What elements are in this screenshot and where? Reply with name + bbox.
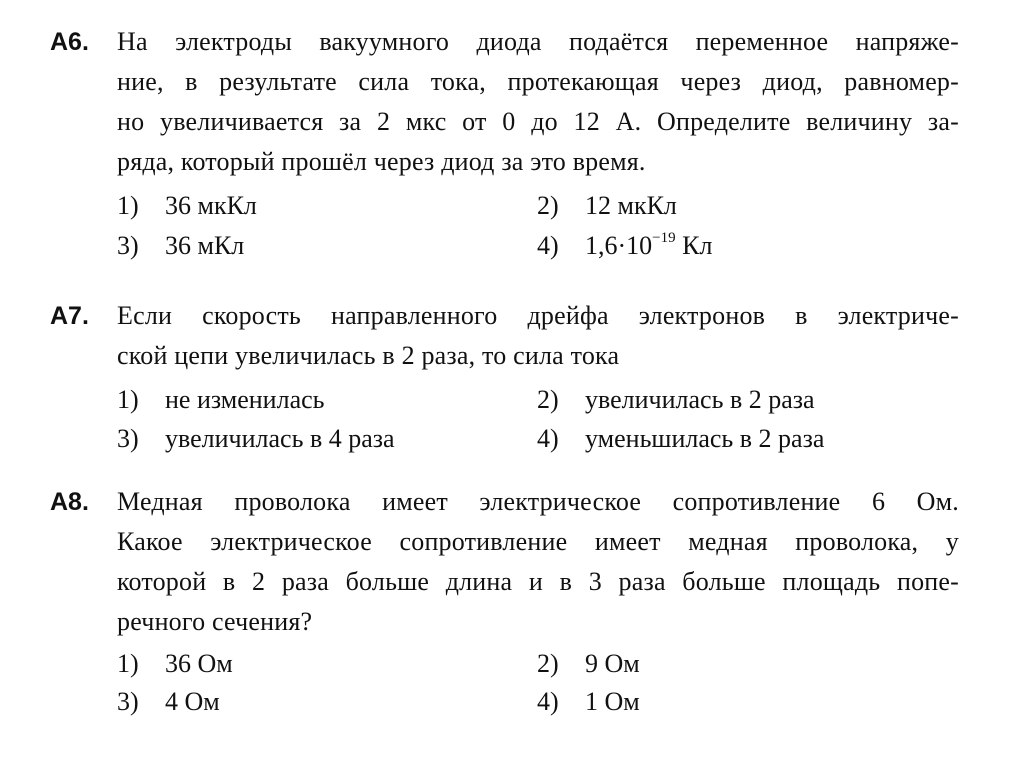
answer-option [537, 421, 824, 457]
question-number: А8. [50, 488, 89, 516]
answer-option [537, 188, 677, 224]
question-number: А7. [50, 302, 89, 330]
answer-option [537, 646, 640, 682]
answer-option [117, 228, 244, 264]
answer-option [537, 684, 640, 720]
question-number: А6. [50, 28, 89, 56]
option-text: 1 Ом [585, 687, 640, 716]
question-text [117, 22, 959, 182]
option-number: 1) [117, 649, 139, 678]
answer-option [117, 188, 257, 224]
option-number: 1) [117, 385, 139, 414]
option-text-exponent: −19 [652, 230, 676, 246]
option-number: 4) [537, 687, 559, 716]
answer-option [537, 382, 815, 418]
option-number: 4) [537, 231, 559, 260]
question-line: Медная проволока имеет электрическое сопротивление 6 Ом. [117, 487, 959, 516]
question-line: ской цепи увеличилась в 2 раза, то сила тока [117, 341, 620, 370]
answer-option [537, 228, 712, 264]
option-text-unit: Кл [675, 231, 713, 260]
question-line: Если скорость направленного дрейфа электронов в электриче- [117, 301, 959, 330]
option-number: 4) [537, 424, 559, 453]
answer-option [117, 382, 325, 418]
question-text [117, 296, 959, 376]
option-text: 12 мкКл [585, 191, 677, 220]
option-number: 2) [537, 649, 559, 678]
option-text: 9 Ом [585, 649, 640, 678]
option-number: 3) [117, 231, 139, 260]
option-text: 36 мКл [165, 231, 245, 260]
answer-option [117, 421, 395, 457]
option-text: 36 Ом [165, 649, 233, 678]
option-text: не изменилась [165, 385, 325, 414]
question-line: Какое электрическое сопротивление имеет медная проволока, у [117, 527, 959, 556]
option-text-base: 1,6·10 [585, 231, 653, 260]
option-text: 36 мкКл [165, 191, 257, 220]
question-line: но увеличивается за 2 мкс от 0 до 12 А. Определите величину за- [117, 107, 959, 136]
answer-option [117, 646, 233, 682]
question-line: которой в 2 раза больше длина и в 3 раза больше площадь попе- [117, 567, 959, 596]
question-line: речного сечения? [117, 607, 313, 636]
option-number: 2) [537, 191, 559, 220]
option-number: 3) [117, 687, 139, 716]
option-number: 3) [117, 424, 139, 453]
option-text: увеличилась в 2 раза [585, 385, 815, 414]
option-text: 4 Ом [165, 687, 220, 716]
option-number: 1) [117, 191, 139, 220]
answer-option [117, 684, 220, 720]
option-text: уменьшилась в 2 раза [585, 424, 825, 453]
option-text: увеличилась в 4 раза [165, 424, 395, 453]
question-line: ряда, который прошёл через диод за это время. [117, 147, 646, 176]
question-line: На электроды вакуумного диода подаётся переменное напряже- [117, 27, 959, 56]
option-number: 2) [537, 385, 559, 414]
question-text [117, 482, 959, 642]
question-line: ние, в результате сила тока, протекающая через диод, равномер- [117, 67, 959, 96]
